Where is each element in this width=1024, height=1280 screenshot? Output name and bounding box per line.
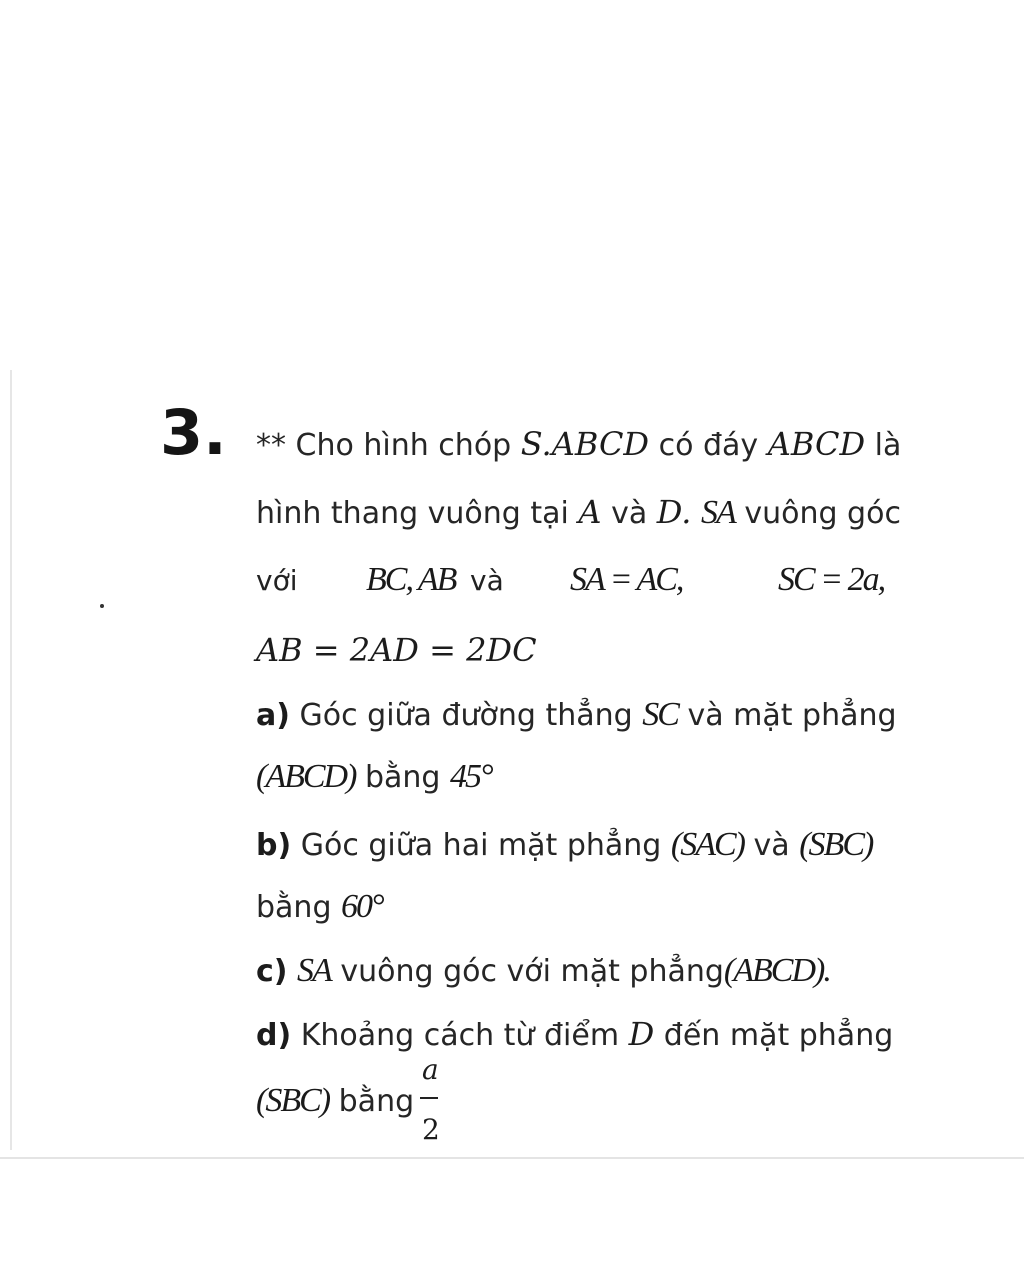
text: và mặt phẳng	[687, 698, 897, 733]
math-point-d: D	[628, 1015, 655, 1053]
text: và	[753, 828, 790, 863]
math-sbc: (SBC)	[256, 1082, 330, 1119]
math-sac: (SAC)	[670, 826, 744, 863]
fraction-bar	[420, 1097, 438, 1099]
page-edge-bottom	[0, 1157, 1024, 1159]
text: có đáy	[658, 428, 759, 463]
fraction-numerator: a	[422, 1053, 439, 1086]
math-abcd: (ABCD)	[256, 758, 356, 795]
math-bc-ab: BC, AB	[366, 561, 456, 598]
text: đến mặt phẳng	[663, 1018, 894, 1053]
math-base: ABCD	[767, 425, 866, 463]
problem-line-2	[256, 493, 901, 531]
math-sa: SA	[297, 952, 331, 989]
text: và	[611, 496, 648, 531]
fraction-denominator: 2	[422, 1113, 440, 1146]
text: Cho hình chóp	[295, 428, 512, 463]
math-sa-ac: SA = AC,	[570, 561, 683, 598]
math-sc-2a: SC = 2a,	[778, 561, 885, 598]
problem-line-4	[256, 631, 537, 669]
text: bằng	[256, 890, 332, 925]
math-point-d: D.	[656, 493, 692, 531]
text: bằng	[364, 760, 441, 795]
text: Góc giữa đường thẳng	[299, 698, 633, 733]
statement-b-line-2	[256, 890, 383, 924]
math-angle-60: 60°	[341, 888, 383, 925]
statement-a-label: a)	[256, 698, 290, 733]
math-sc: SC	[642, 696, 678, 733]
text: là	[874, 428, 902, 463]
math-pyramid: S.ABCD	[520, 425, 650, 463]
text-voi: với	[256, 564, 298, 597]
statement-d-line-2	[256, 1084, 414, 1118]
text: Khoảng cách từ điểm	[300, 1018, 620, 1053]
math-sbc: (SBC)	[799, 826, 873, 863]
text: bằng	[338, 1084, 415, 1119]
statement-b-line-1	[256, 828, 872, 862]
math-sa: SA	[701, 494, 735, 531]
text-va: và	[470, 564, 504, 597]
text: hình thang vuông tại	[256, 496, 569, 531]
statement-d-line-1	[256, 1015, 894, 1053]
statement-c	[256, 954, 830, 988]
problem-number: 3.	[160, 396, 227, 469]
statement-b-label: b)	[256, 828, 292, 863]
text: Góc giữa hai mặt phẳng	[300, 828, 662, 863]
text: vuông góc với mặt phẳng	[340, 954, 724, 989]
math-angle-45: 45°	[450, 758, 492, 795]
problem-line-1	[256, 425, 902, 463]
statement-a-line-2	[256, 760, 492, 794]
text: vuông góc	[744, 496, 901, 531]
fraction-a-over-2	[418, 1053, 444, 1150]
difficulty-stars: **	[256, 428, 286, 463]
page-edge-left	[10, 370, 12, 1150]
math-abcd: (ABCD).	[723, 952, 830, 989]
statement-c-label: c)	[256, 954, 288, 989]
statement-a-line-1	[256, 698, 897, 732]
math-point-a: A	[578, 493, 602, 531]
statement-d-label: d)	[256, 1018, 292, 1053]
math-ab-ad-dc: AB = 2AD = 2DC	[256, 631, 537, 669]
scan-speck	[100, 604, 104, 608]
